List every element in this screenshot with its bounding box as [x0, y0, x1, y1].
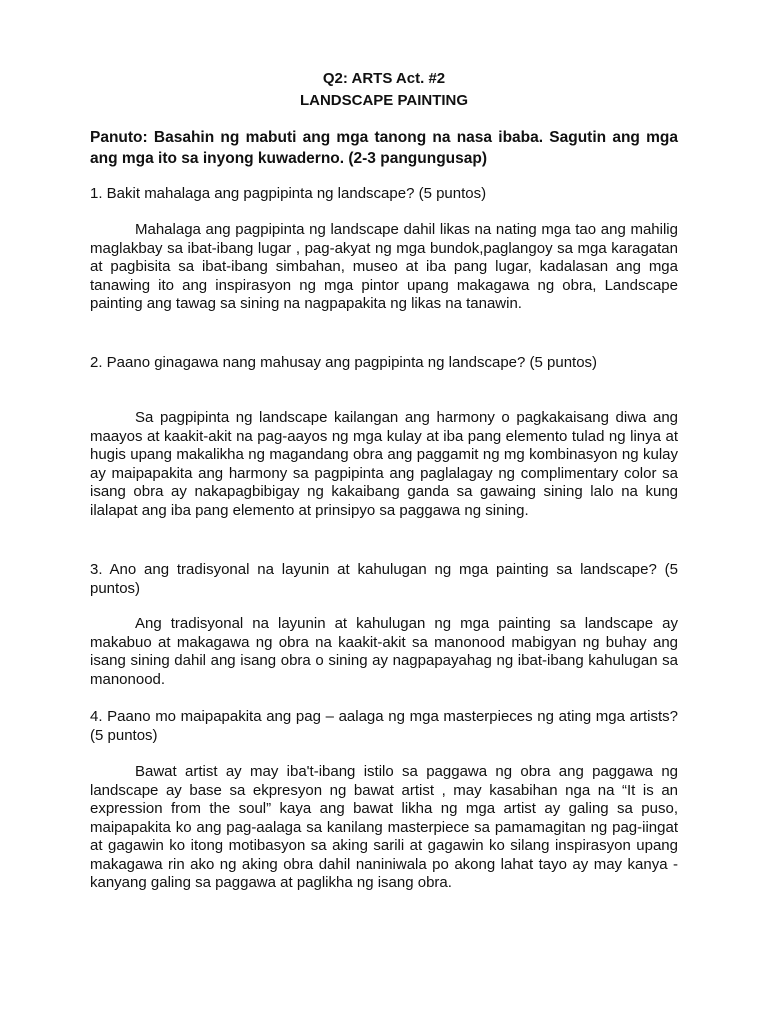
answer-4: Bawat artist ay may iba't-ibang istilo sa paggawa ng obra ang paggawa ng landscape ay base sa ekpresyon ng bawat artist , may kasabihan nga na “It is an expression from the soul” kaya ang bawat likha ng mga artist ay galing sa puso, maipapakita ko ang pag-aalaga sa kanilang masterpiece sa pamamagitan ng pag-iingat at gagawin ko itong motibasyon sa aking sarili at gagawin ko silang inspirasyon upang makagawa rin ako ng aking obra dahil naniniwala po akong lahat tayo ay may kanya -kanyang galing sa paggawa at paglikha ng isang obra. [90, 763, 678, 891]
answer-2: Sa pagpipinta ng landscape kailangan ang harmony o pagkakaisang diwa ang maayos at kaakit-akit na pag-aayos ng mga kulay at iba pang elemento tulad ng linya at hugis upang makalikha ng magandang obra ang paggamit ng mg kombinasyon ng kulay ay maipapakita ang harmony sa pagpipinta ang paglalagay ng complimentary color sa isang obra ay nakapagbibigay ng kakaibang ganda sa gawaing sining lalo na kung ilalapat ang iba pang elemento at prinsipyo sa paggawa ng sining. [90, 409, 678, 519]
answer-3: Ang tradisyonal na layunin at kahulugan ng mga painting sa landscape ay makabuo at makagawa ng obra na kaakit-akit sa manonood mabigyan ng buhay ang isang sining dahil ang isang obra o sining ay nagpapayahag ng ibat-ibang kahulugan sa manonood. [90, 615, 678, 688]
instructions: Panuto: Basahin ng mabuti ang mga tanong na nasa ibaba. Sagutin ang mga ang mga ito sa inyong kuwaderno. (2-3 pangungusap) [90, 129, 678, 167]
answer-1: Mahalaga ang pagpipinta ng landscape dahil likas na nating mga tao ang mahilig maglakbay sa ibat-ibang lugar , pag-akyat ng mga bundok,paglangoy sa mga karagatan at pagbisita sa ibat-ibang simbahan, museo at iba pang lugar, kadalasan ang mga tanawing ito ang inspirasyon ng mga pintor upang makagawa ng obra, Landscape painting ang tawag sa sining na nagpapakita ng likas na tanawin. [90, 221, 678, 312]
question-2: 2. Paano ginagawa nang mahusay ang pagpipinta ng landscape? (5 puntos) [90, 354, 598, 371]
question-3: 3. Ano ang tradisyonal na layunin at kahulugan ng mga painting sa landscape? (5 puntos) [90, 561, 678, 597]
document-title: Q2: ARTS Act. #2 [322, 70, 446, 87]
question-1: 1. Bakit mahalaga ang pagpipinta ng landscape? (5 puntos) [90, 185, 487, 202]
question-4: 4. Paano mo maipapakita ang pag – aalaga ng mga masterpieces ng ating mga artists? (5 puntos) [90, 708, 678, 744]
document-subtitle: LANDSCAPE PAINTING [299, 92, 469, 109]
